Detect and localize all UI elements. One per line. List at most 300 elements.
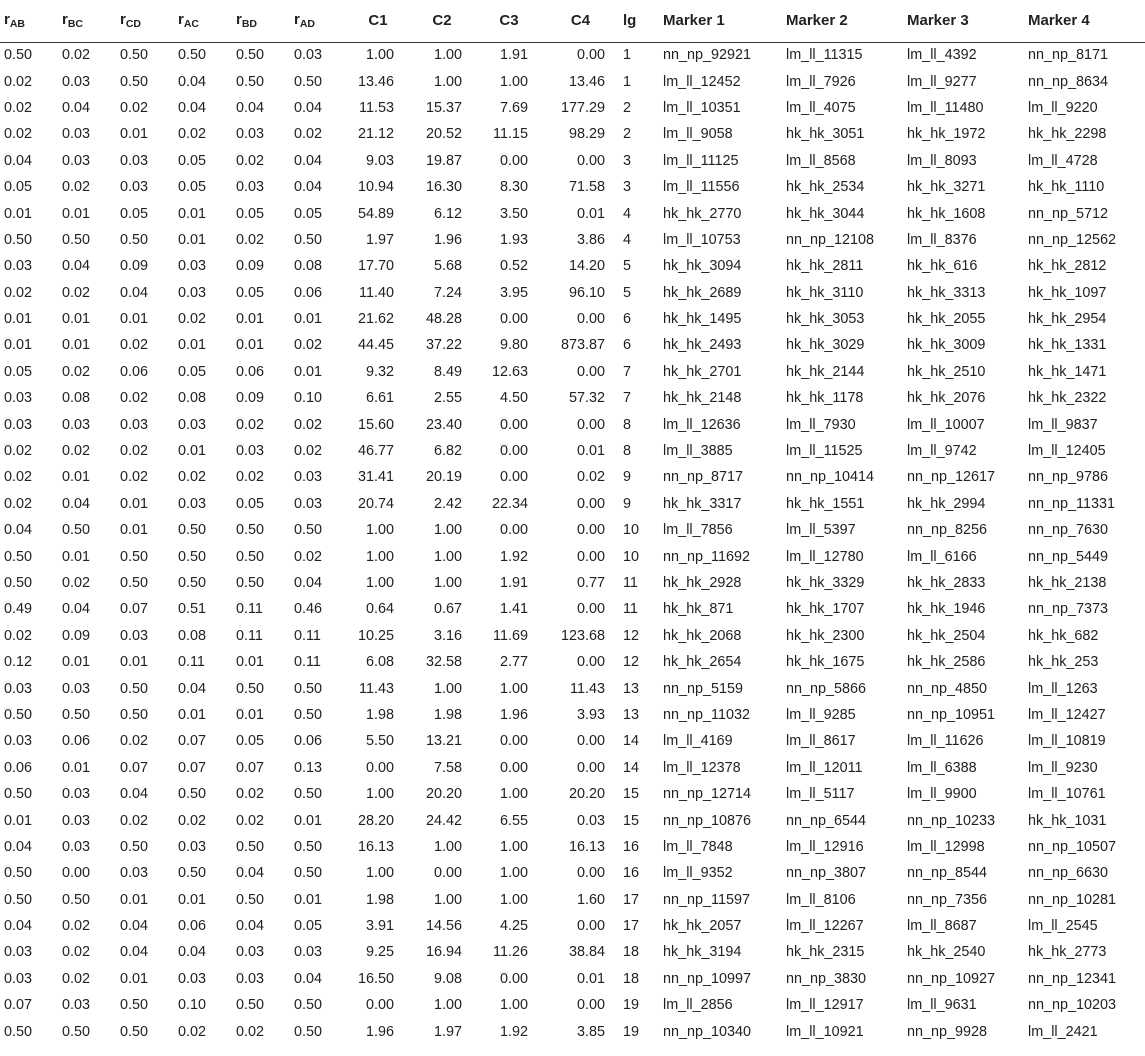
cell-lg: 16 xyxy=(623,865,640,882)
cell-r-ad: 0.04 xyxy=(294,575,323,591)
cell-marker-1: hk_hk_3194 xyxy=(663,944,742,961)
cell-r-ab: 0.50 xyxy=(4,891,33,908)
cell-c4: 0.00 xyxy=(576,495,605,512)
cell-marker-4: lm_ll_2421 xyxy=(1028,1023,1098,1040)
cell-c3: 0.00 xyxy=(499,469,528,486)
cell-c2: 20.19 xyxy=(425,469,462,486)
cell-marker-4: nn_np_7630 xyxy=(1028,522,1109,539)
header-r-ac: $r_{AC}$ xyxy=(178,11,200,31)
cell-r-ab: 0.04 xyxy=(4,838,33,855)
cell-c2: 1.00 xyxy=(433,838,462,855)
cell-marker-3: hk_hk_2994 xyxy=(907,495,986,512)
cell-r-ad: 0.02 xyxy=(294,443,323,460)
cell-c3: 0.00 xyxy=(499,443,528,460)
cell-r-bc: 0.02 xyxy=(62,443,91,460)
cell-c4: 0.00 xyxy=(576,47,605,64)
cell-marker-2: nn_np_12108 xyxy=(786,231,875,248)
cell-marker-3: lm_ll_9900 xyxy=(907,786,977,803)
cell-c3: 9.80 xyxy=(499,337,528,354)
cell-marker-4: hk_hk_682 xyxy=(1028,627,1099,644)
cell-r-ac: 0.50 xyxy=(178,548,207,565)
cell-marker-2: lm_ll_10921 xyxy=(786,1023,864,1040)
cell-c1: 10.94 xyxy=(357,179,394,196)
cell-marker-3: nn_np_9928 xyxy=(907,1023,988,1040)
cell-marker-4: nn_np_12562 xyxy=(1028,231,1117,248)
cell-r-ab: 0.01 xyxy=(4,205,33,222)
cell-marker-3: nn_np_4850 xyxy=(907,680,988,697)
cell-r-cd: 0.07 xyxy=(120,601,149,618)
cell-c1: 9.25 xyxy=(365,944,394,961)
cell-marker-2: lm_ll_12916 xyxy=(786,838,864,855)
table-row xyxy=(0,543,1145,569)
cell-c1: 1.96 xyxy=(365,1023,394,1040)
cell-r-ab: 0.50 xyxy=(4,1023,33,1040)
header-r-bd: $r_{BD}$ xyxy=(236,11,258,31)
cell-r-cd: 0.01 xyxy=(120,126,149,143)
cell-marker-1: nn_np_10340 xyxy=(663,1023,752,1040)
cell-r-bc: 0.03 xyxy=(62,126,91,143)
cell-c1: 6.08 xyxy=(365,654,394,671)
cell-c2: 14.56 xyxy=(425,918,462,935)
cell-r-bd: 0.06 xyxy=(236,363,265,380)
cell-marker-3: hk_hk_1946 xyxy=(907,601,986,618)
cell-c4: 13.46 xyxy=(568,73,605,90)
table-row xyxy=(0,1018,1145,1044)
cell-marker-1: hk_hk_2068 xyxy=(663,627,742,644)
cell-marker-2: hk_hk_1675 xyxy=(786,654,865,671)
cell-c1: 1.00 xyxy=(365,548,394,565)
cell-marker-3: lm_ll_9277 xyxy=(907,73,977,90)
cell-r-ac: 0.02 xyxy=(178,469,207,486)
cell-r-bd: 0.04 xyxy=(236,99,265,116)
cell-r-ad: 0.03 xyxy=(294,469,323,486)
cell-c3: 0.00 xyxy=(499,733,528,750)
cell-marker-4: hk_hk_2954 xyxy=(1028,311,1107,328)
cell-c2: 0.67 xyxy=(433,601,462,618)
cell-r-bc: 0.01 xyxy=(62,205,91,222)
cell-c4: 123.68 xyxy=(560,627,605,644)
cell-marker-3: hk_hk_3313 xyxy=(907,284,986,301)
cell-marker-2: hk_hk_3044 xyxy=(786,205,865,222)
table-row xyxy=(0,491,1145,517)
header-row xyxy=(0,0,1145,42)
cell-c1: 16.50 xyxy=(357,970,394,987)
cell-marker-3: nn_np_12617 xyxy=(907,469,996,486)
cell-marker-1: nn_np_12714 xyxy=(663,786,752,803)
cell-c4: 1.60 xyxy=(576,891,605,908)
cell-lg: 18 xyxy=(623,970,640,987)
cell-marker-3: lm_ll_6166 xyxy=(907,548,977,565)
cell-r-bd: 0.09 xyxy=(236,390,265,407)
cell-c3: 7.69 xyxy=(499,99,528,116)
cell-lg: 11 xyxy=(623,601,638,618)
cell-marker-4: lm_ll_9837 xyxy=(1028,416,1098,433)
cell-r-bd: 0.03 xyxy=(236,443,265,460)
cell-r-bc: 0.03 xyxy=(62,73,91,90)
cell-marker-3: lm_ll_12998 xyxy=(907,838,985,855)
cell-r-cd: 0.50 xyxy=(120,997,149,1014)
cell-marker-2: lm_ll_12780 xyxy=(786,548,864,565)
cell-c4: 0.03 xyxy=(576,812,605,829)
cell-marker-1: nn_np_10876 xyxy=(663,812,752,829)
cell-r-cd: 0.50 xyxy=(120,575,149,591)
cell-c2: 1.97 xyxy=(433,1023,462,1040)
cell-r-bd: 0.02 xyxy=(236,1023,265,1040)
cell-c2: 0.00 xyxy=(433,865,462,882)
cell-marker-3: hk_hk_2540 xyxy=(907,944,986,961)
cell-c3: 1.41 xyxy=(499,601,528,618)
cell-marker-1: hk_hk_2654 xyxy=(663,654,742,671)
cell-c1: 1.00 xyxy=(365,575,394,591)
cell-marker-4: nn_np_10203 xyxy=(1028,997,1117,1014)
cell-c4: 0.00 xyxy=(576,759,605,776)
cell-r-ac: 0.03 xyxy=(178,284,207,301)
cell-r-cd: 0.02 xyxy=(120,337,149,354)
cell-r-bc: 0.03 xyxy=(62,786,91,803)
cell-r-bd: 0.01 xyxy=(236,311,265,328)
cell-marker-3: lm_ll_11480 xyxy=(907,99,984,116)
cell-r-bd: 0.50 xyxy=(236,522,265,539)
cell-c1: 1.00 xyxy=(365,786,394,803)
cell-marker-3: nn_np_8544 xyxy=(907,865,988,882)
cell-c3: 3.95 xyxy=(499,284,528,301)
cell-marker-1: nn_np_92921 xyxy=(663,47,752,64)
cell-r-ac: 0.01 xyxy=(178,706,207,723)
cell-marker-4: hk_hk_1471 xyxy=(1028,363,1107,380)
cell-marker-1: lm_ll_11556 xyxy=(663,179,740,196)
cell-r-ac: 0.11 xyxy=(178,654,205,671)
cell-lg: 16 xyxy=(623,838,640,855)
table-row xyxy=(0,834,1145,860)
cell-marker-4: lm_ll_12427 xyxy=(1028,706,1106,723)
cell-r-ab: 0.04 xyxy=(4,918,33,935)
cell-r-ab: 0.02 xyxy=(4,443,33,460)
cell-c2: 1.00 xyxy=(433,47,462,64)
table-row xyxy=(0,95,1145,121)
cell-r-ab: 0.01 xyxy=(4,337,33,354)
cell-c4: 0.00 xyxy=(576,363,605,380)
cell-c4: 38.84 xyxy=(568,944,605,961)
table-row xyxy=(0,939,1145,965)
cell-r-ac: 0.07 xyxy=(178,733,207,750)
cell-c4: 873.87 xyxy=(560,337,605,354)
cell-r-ab: 0.03 xyxy=(4,416,33,433)
cell-c1: 1.97 xyxy=(365,231,394,248)
cell-marker-4: lm_ll_4728 xyxy=(1028,152,1098,169)
cell-r-cd: 0.01 xyxy=(120,522,149,539)
cell-r-bd: 0.02 xyxy=(236,416,265,433)
table-row xyxy=(0,517,1145,543)
cell-lg: 17 xyxy=(623,918,640,935)
cell-c4: 0.02 xyxy=(576,469,605,486)
cell-lg: 15 xyxy=(623,786,640,803)
table-row xyxy=(0,253,1145,279)
cell-r-ac: 0.01 xyxy=(178,443,207,460)
cell-c3: 0.00 xyxy=(499,311,528,328)
cell-r-bd: 0.09 xyxy=(236,258,265,275)
table-row xyxy=(0,728,1145,754)
header-c1: C1 xyxy=(368,12,388,30)
cell-r-cd: 0.02 xyxy=(120,733,149,750)
cell-marker-3: nn_np_10927 xyxy=(907,970,996,987)
cell-c2: 20.20 xyxy=(425,786,462,803)
cell-r-bc: 0.08 xyxy=(62,390,91,407)
cell-c2: 16.94 xyxy=(425,944,462,961)
cell-c4: 177.29 xyxy=(560,99,605,116)
cell-r-bd: 0.50 xyxy=(236,838,265,855)
cell-c2: 20.52 xyxy=(425,126,462,143)
cell-c2: 23.40 xyxy=(425,416,462,433)
cell-c1: 0.00 xyxy=(365,759,394,776)
cell-r-ad: 0.50 xyxy=(294,231,323,248)
cell-r-bd: 0.04 xyxy=(236,918,265,935)
cell-marker-3: lm_ll_8376 xyxy=(907,231,977,248)
cell-r-cd: 0.50 xyxy=(120,838,149,855)
cell-r-ac: 0.06 xyxy=(178,918,207,935)
cell-r-cd: 0.01 xyxy=(120,891,149,908)
cell-lg: 10 xyxy=(623,522,640,539)
cell-r-ac: 0.50 xyxy=(178,522,207,539)
cell-r-bd: 0.07 xyxy=(236,759,265,776)
cell-r-ac: 0.02 xyxy=(178,126,207,143)
cell-r-bc: 0.04 xyxy=(62,99,91,116)
cell-marker-2: lm_ll_5117 xyxy=(786,786,855,803)
cell-c2: 1.96 xyxy=(433,231,462,248)
cell-r-cd: 0.02 xyxy=(120,443,149,460)
cell-lg: 6 xyxy=(623,311,632,328)
cell-marker-4: hk_hk_1331 xyxy=(1028,337,1107,354)
cell-c2: 1.98 xyxy=(433,706,462,723)
cell-r-ac: 0.03 xyxy=(178,495,207,512)
cell-r-ad: 0.50 xyxy=(294,73,323,90)
cell-r-ad: 0.04 xyxy=(294,99,323,116)
cell-marker-1: nn_np_11032 xyxy=(663,706,750,723)
cell-marker-4: nn_np_6630 xyxy=(1028,865,1109,882)
cell-c3: 12.63 xyxy=(491,363,528,380)
header-marker-3: Marker 3 xyxy=(907,12,969,30)
table-row xyxy=(0,148,1145,174)
cell-c2: 1.00 xyxy=(433,73,462,90)
cell-marker-4: nn_np_9786 xyxy=(1028,469,1109,486)
cell-r-bc: 0.50 xyxy=(62,231,91,248)
cell-r-bc: 0.03 xyxy=(62,416,91,433)
cell-c3: 8.30 xyxy=(499,179,528,196)
cell-marker-2: lm_ll_12917 xyxy=(786,997,864,1014)
cell-r-ac: 0.01 xyxy=(178,205,207,222)
cell-r-ab: 0.04 xyxy=(4,522,33,539)
cell-c2: 1.00 xyxy=(433,575,462,591)
cell-marker-2: nn_np_10414 xyxy=(786,469,875,486)
cell-marker-4: lm_ll_1263 xyxy=(1028,680,1098,697)
cell-marker-1: lm_ll_9058 xyxy=(663,126,733,143)
cell-c3: 1.93 xyxy=(499,231,528,248)
cell-r-ac: 0.05 xyxy=(178,363,207,380)
cell-r-ab: 0.02 xyxy=(4,99,33,116)
cell-marker-1: lm_ll_2856 xyxy=(663,997,733,1014)
cell-r-ad: 0.46 xyxy=(294,601,323,618)
cell-r-ab: 0.01 xyxy=(4,812,33,829)
table-row xyxy=(0,438,1145,464)
cell-c1: 1.98 xyxy=(365,891,394,908)
cell-r-ad: 0.11 xyxy=(294,627,321,644)
cell-marker-2: hk_hk_3329 xyxy=(786,575,865,591)
cell-r-ac: 0.08 xyxy=(178,627,207,644)
cell-r-bd: 0.50 xyxy=(236,73,265,90)
cell-r-bc: 0.01 xyxy=(62,548,91,565)
cell-r-bd: 0.11 xyxy=(236,627,263,644)
cell-r-ab: 0.03 xyxy=(4,680,33,697)
cell-r-ad: 0.50 xyxy=(294,1023,323,1040)
table-row xyxy=(0,913,1145,939)
table-row xyxy=(0,807,1145,833)
cell-lg: 7 xyxy=(623,363,632,380)
table-row xyxy=(0,887,1145,913)
cell-r-ac: 0.04 xyxy=(178,73,207,90)
cell-r-bd: 0.03 xyxy=(236,179,265,196)
cell-c2: 1.00 xyxy=(433,680,462,697)
cell-r-cd: 0.01 xyxy=(120,970,149,987)
cell-c2: 48.28 xyxy=(425,311,462,328)
cell-r-bc: 0.50 xyxy=(62,891,91,908)
cell-r-ad: 0.50 xyxy=(294,706,323,723)
cell-r-cd: 0.03 xyxy=(120,627,149,644)
cell-c1: 21.12 xyxy=(357,126,394,143)
cell-marker-1: hk_hk_3094 xyxy=(663,258,742,275)
cell-r-ad: 0.50 xyxy=(294,997,323,1014)
cell-r-bc: 0.03 xyxy=(62,812,91,829)
cell-c4: 0.01 xyxy=(576,443,605,460)
cell-c1: 13.46 xyxy=(357,73,394,90)
table-row xyxy=(0,649,1145,675)
cell-marker-4: nn_np_8634 xyxy=(1028,73,1109,90)
cell-r-bc: 0.04 xyxy=(62,601,91,618)
cell-c4: 0.00 xyxy=(576,918,605,935)
cell-c1: 31.41 xyxy=(357,469,394,486)
cell-marker-4: hk_hk_2138 xyxy=(1028,575,1107,591)
cell-c3: 1.00 xyxy=(499,838,528,855)
cell-marker-4: lm_ll_2545 xyxy=(1028,918,1098,935)
cell-marker-4: lm_ll_9230 xyxy=(1028,759,1098,776)
cell-r-ac: 0.01 xyxy=(178,231,207,248)
cell-r-cd: 0.02 xyxy=(120,469,149,486)
cell-lg: 19 xyxy=(623,997,640,1014)
cell-r-bd: 0.02 xyxy=(236,812,265,829)
cell-c1: 11.53 xyxy=(359,99,394,116)
cell-marker-2: lm_ll_8617 xyxy=(786,733,856,750)
cell-r-ad: 0.11 xyxy=(294,654,321,671)
cell-r-bc: 0.02 xyxy=(62,179,91,196)
cell-marker-2: lm_ll_8568 xyxy=(786,152,856,169)
cell-r-ac: 0.50 xyxy=(178,575,207,591)
cell-r-ac: 0.02 xyxy=(178,311,207,328)
cell-lg: 5 xyxy=(623,284,632,301)
cell-c4: 98.29 xyxy=(568,126,605,143)
cell-marker-4: nn_np_12341 xyxy=(1028,970,1117,987)
cell-c4: 14.20 xyxy=(568,258,605,275)
cell-c3: 1.00 xyxy=(499,73,528,90)
cell-r-ab: 0.02 xyxy=(4,126,33,143)
cell-c3: 0.52 xyxy=(499,258,528,275)
cell-lg: 15 xyxy=(623,812,640,829)
cell-lg: 8 xyxy=(623,416,632,433)
cell-lg: 3 xyxy=(623,179,632,196)
cell-c2: 6.82 xyxy=(433,443,462,460)
cell-r-bc: 0.01 xyxy=(62,337,91,354)
cell-marker-2: hk_hk_2144 xyxy=(786,363,865,380)
cell-r-cd: 0.01 xyxy=(120,311,149,328)
cell-r-bd: 0.50 xyxy=(236,997,265,1014)
cell-c2: 37.22 xyxy=(425,337,462,354)
cell-c2: 2.55 xyxy=(433,390,462,407)
cell-r-ab: 0.06 xyxy=(4,759,33,776)
cell-r-ad: 0.50 xyxy=(294,865,323,882)
cell-lg: 5 xyxy=(623,258,632,275)
cell-r-cd: 0.50 xyxy=(120,706,149,723)
cell-c4: 20.20 xyxy=(568,786,605,803)
cell-marker-3: hk_hk_2504 xyxy=(907,627,986,644)
table-row xyxy=(0,411,1145,437)
cell-c2: 1.00 xyxy=(433,891,462,908)
header-marker-4: Marker 4 xyxy=(1028,12,1090,30)
cell-r-ab: 0.50 xyxy=(4,786,33,803)
cell-marker-1: hk_hk_2493 xyxy=(663,337,742,354)
cell-lg: 18 xyxy=(623,944,640,961)
cell-c2: 6.12 xyxy=(433,205,462,222)
cell-marker-2: hk_hk_1551 xyxy=(786,495,865,512)
cell-r-ad: 0.05 xyxy=(294,918,323,935)
cell-marker-2: lm_ll_4075 xyxy=(786,99,856,116)
cell-r-ab: 0.02 xyxy=(4,627,33,644)
cell-lg: 6 xyxy=(623,337,632,354)
table-row xyxy=(0,596,1145,622)
cell-r-bc: 0.50 xyxy=(62,706,91,723)
header-r-cd: $r_{CD}$ xyxy=(120,11,142,31)
cell-r-ab: 0.05 xyxy=(4,363,33,380)
cell-r-bd: 0.02 xyxy=(236,152,265,169)
cell-r-ac: 0.01 xyxy=(178,337,207,354)
cell-r-ab: 0.02 xyxy=(4,73,33,90)
table-row xyxy=(0,174,1145,200)
cell-c4: 57.32 xyxy=(568,390,605,407)
cell-r-bd: 0.05 xyxy=(236,205,265,222)
cell-marker-1: lm_ll_4169 xyxy=(663,733,733,750)
cell-marker-3: lm_ll_9742 xyxy=(907,443,977,460)
cell-c4: 16.13 xyxy=(568,838,605,855)
cell-c3: 1.00 xyxy=(499,786,528,803)
cell-marker-2: lm_ll_7930 xyxy=(786,416,856,433)
cell-r-cd: 0.03 xyxy=(120,152,149,169)
cell-marker-2: lm_ll_11525 xyxy=(786,443,863,460)
cell-marker-1: hk_hk_1495 xyxy=(663,311,742,328)
cell-r-bc: 0.01 xyxy=(62,469,91,486)
cell-lg: 12 xyxy=(623,627,640,644)
cell-r-ad: 0.02 xyxy=(294,126,323,143)
cell-marker-3: lm_ll_4392 xyxy=(907,47,977,64)
cell-marker-2: lm_ll_8106 xyxy=(786,891,856,908)
cell-r-ab: 0.05 xyxy=(4,179,33,196)
cell-marker-4: nn_np_10507 xyxy=(1028,838,1117,855)
cell-marker-4: nn_np_5449 xyxy=(1028,548,1109,565)
cell-r-ad: 0.08 xyxy=(294,258,323,275)
cell-marker-3: nn_np_8256 xyxy=(907,522,988,539)
cell-marker-3: nn_np_10951 xyxy=(907,706,996,723)
cell-marker-4: hk_hk_1031 xyxy=(1028,812,1107,829)
cell-marker-3: nn_np_10233 xyxy=(907,812,996,829)
cell-r-ac: 0.04 xyxy=(178,680,207,697)
cell-c1: 0.64 xyxy=(365,601,394,618)
cell-r-ac: 0.50 xyxy=(178,786,207,803)
cell-r-cd: 0.01 xyxy=(120,654,149,671)
